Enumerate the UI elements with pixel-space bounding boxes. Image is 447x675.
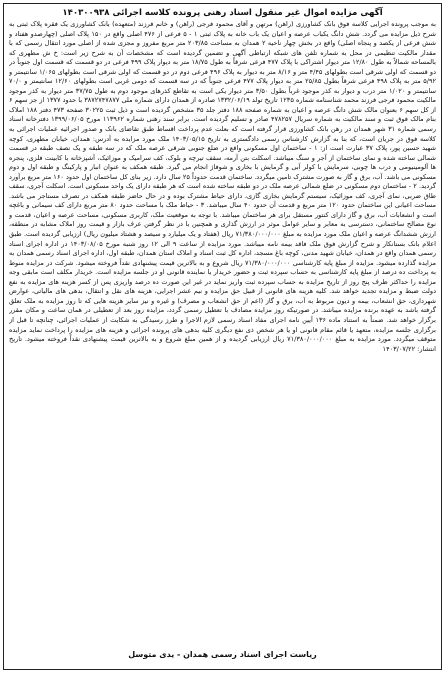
notice-title: آگهی مزایده اموال غیر منقول اسناد رهنی پرونده کلاسه اجرائی ۱۴۰۳۰۰۹۳۸ [62, 8, 383, 18]
notice-body: به موجب پرونده اجرایی کلاسه فوق بانک کشاورزی (راهن) مرتهن و آقای محمود فرجی (راهن) و خانم فرزند (متعهده) بانک کشاورزی یک فقره پلاک ثبتی به شرح ذیل مزایده می گردد. شش دانگ یکباب عرصه و اعیان یک باب خانه به پلاک ثبتی ۱ - ۵ فرعی از ۴۷۶ اصلی واقع در ۱۵۰ پلاک اصلی (چهارصدو هفتاد و شش فرعی از یکصد و پنجاه اصلی) واقع در بخش چهار ناحیه ۲ همدان به مساحت ۲۰۳/۸۵ متر مربع مفروز و مجزی شده از اصلی مورد انتقال رسمی که با مقدار مالکیت تنظیمی در محل به شماره تلفن های شبکه ارتباطی آگهی و تضمین گردیده است که مشخصات آن به شرح زیر است: خ ش مطهری که بالمساحه شمالاً به طول ۱۲/۸۰ متر دیوار اشتراکی با پلاک ۴۷۷ فرعی شرقاً به طول ۱۸/۷۵ متر به دیوار پلاک ۴۹۹ فرعی در دو قسمت که قسمت اول جنوباً در دو قسمت که اولی شرقی است بطولهای ۴/۴۵ متر و ۸/۱۶ متر به دیوار به پلاک ۴۹۶ فرعی دوم در دو قسمت که اولی شرقی است بطولهای ۱/۰۶۵ سانتیمتر و ۵/۹۲ متر به پلاک ۴۹۸ فرعی شرقاً بطول ۲۵/۸۵ متر به دیوار پلاک ۴۷۷ فرعی جنوباً که در سه قسمت که دومی غربی است بطولهای ۱۲/۶۰ سانتیمتر و ۷۰/۰ سانتیمتر و ۱/۰۲۰ متر درب و دیوار به کذر موجود غرباً بطول ۳/۵۰ متر دیوار یکی است به تقاطع کذرهای موجود دوم به طول ۳۷/۷۵ متر دیوار به کذر موجود مالکیت محمود فرجی فرزند محمد شناسنامه شماره ۱۲۳۵ تاریخ تولد ۱۳۳۲/۰۶/۱۹ صادره از همدان دارای شماره ملی ۳۸۷۲۷۴۷۸۷۷ با حدود ۱۳۷۷ از جز سهم ۶ از کل سهم ۶ بعنوان مالک شش دانگ عرصه و اعیان به شماره صفحه ۱۸۸ دفتر جلد ۳۵ مشخص گردیده است و ذیل ثبت ۳۰۲۲۵ صفحه ۴۷۳ دفتر ۱۸۸ املاک بنام مالک فوق ثبت و سند مالکیت به شماره سریال ۴۷۸۲۵۷ صادر و تسلیم گردیده است. برابر سند رهنی شماره ۱۱۳۹۶۲ مورخ ۱۳۹۹/۰۶/۰۵ دفترخانه اسناد رسمی شماره ۳۱ شهر همدان در رهن بانک کشاورزی قرار گرفته است که بعلت عدم پرداخت اقساط طبق تقاضای بانک و صدور اجرائیه عملیات اجرائی به کلاسه فوق در جریان است، که بنا به گزارش کارشناس رسمی دادگستری به تاریخ ۱۴۰۳/۰۵/۱۵ ملک مورد مزایده به آدرس: همدان، خیابان مطهری، کوچه شهید حسین پور، پلاک ۳۷ عبارت است از: ۱ - ساختمان اول مسکونی واقع در ضلع جنوبی شرقی عرصه ملک که در سه طبقه و یک نصف طبقه در قسمت شمالی ساخته شده و نمای ساختمان از آجر و سنگ میباشد. اسکلت بتن آرمه، سقف تیرچه و بلوک، کف سرامیک و موزائیک، آشپزخانه با کابینت فلزی، پنجره ها آلومینیومی و درب ها چوبی، سرمایش با کولر آبی و گرمایش با بخاری و شوفاژ انجام می گیرد. طبقه همکف به عنوان انبار و پارکینگ و طبقه اول و دوم مسکونی می باشد. آب، برق و گاز به صورت مشترک تامین میگردد. ساختمان قدمت حدوداً ۲۵ سال دارد. زیر بنای کل ساختمان اول حدود ۱۶۰ متر مربع برآورد گردید. ۲ - ساختمان دوم مسکونی در ضلع شمالی عرصه ملک در دو طبقه ساخته شده است که هر طبقه دارای یک واحد مسکونی است. اسکلت آجری، سقف طاق ضربی، نمای آجری، کف موزائیک، سیستم گرمایش بخاری گازی، دارای حیاط مشترک بوده و در حال حاضر طبقه همکف در تصرف مستاجر می باشد. مساحت اعیانی این ساختمان حدود ۱۲۰ متر مربع و قدمت آن حدود ۴۰ سال میباشد. ۳ - حیاط ملک با مساحت حدود ۸۰ متر مربع دارای کف سیمانی و باغچه است و انشعابات آب، برق و گاز دارای کنتور مستقل برای هر ساختمان میباشد. با توجه به موقعیت ملک، کاربری مسکونی، مساحت عرصه و اعیان، قدمت و نوع مصالح ساختمانی، دسترسی به معابر و سایر عوامل موثر در ارزش گذاری و همچنین با در نظر گرفتن عرف بازار و قیمت روز املاک مشابه در منطقه، ارزش ششدانگ عرصه و اعیان ملک مورد مزایده به مبلغ ۷۱/۳۸۰/۰۰۰/۰۰۰ ریال (هفتاد و یک میلیارد و سیصد و هشتاد میلیون ریال) ارزیابی گردیده است. طبق اعلام بانک بستانکار و شرح گزارش فوق ملک فاقد بیمه نامه میباشد. مورد مزایده از ساعت ۹ الی ۱۲ روز شنبه مورخ ۱۴۰۳/۰۸/۰۵ در اداره اجرای اسناد رسمی همدان واقع در همدان، خیابان شهید مدنی، کوچه باغ مسجد، اداره کل ثبت اسناد و املاک استان همدان، طبقه اول، اداره اجرای اسناد رسمی همدان به مزایده گذارده میشود. مزایده از مبلغ پایه کارشناسی ۷۱/۳۸۰/۰۰۰/۰۰۰ ریال شروع و به بالاترین قیمت پیشنهادی نقداً فروخته میشود. شرکت در مزایده منوط به پرداخت ده درصد از مبلغ پایه کارشناسی به حساب سپرده ثبت و حضور خریدار یا نماینده قانونی او در جلسه مزایده است. خریدار مکلف است مابقی وجه مزایده را حداکثر ظرف پنج روز از تاریخ مزایده به حساب سپرده ثبت واریز نماید در غیر این صورت ده درصد واریزی پس از کسر هزینه های مزایده به نفع دولت ضبط و مزایده تجدید خواهد شد. کلیه هزینه های قانونی از قبیل حق مزایده و نیم عشر اجرایی، هزینه های نقل و انتقال، بدهی های مالیاتی، عوارض شهرداری، حق انشعاب، بیمه و دیون مربوط به آب، برق و گاز (اعم از حق انشعاب و مصرف) و غیره و نیز سایر هزینه هایی که تا روز مزایده به ملک تعلق گرفته باشد به عهده برنده مزایده میباشد. در صورتیکه روز مزایده مصادف با تعطیل رسمی گردد، مزایده روز بعد از تعطیلی در همان ساعت و مکان مقرر برگزار خواهد شد. ضمناً به استناد ماده ۱۳۶ آیین نامه اجرای مفاد اسناد رسمی لازم الاجرا و طرز رسیدگی به شکایت از عملیات اجرائی، چنانچه تا قبل از برگزاری جلسه مزایده، متعهد یا قائم مقام قانونی او یا هر شخص ذی نفع دیگری کلیه بدهی های پرونده اجرائی و هزینه های مزایده را پرداخت نماید مزایده متوقف میگردد. مورد مزایده به مبلغ ۷۱/۳۸۰/۰۰۰/۰۰۰ ریال ارزیابی گردیده و از همین مبلغ شروع و به بالاترین قیمت پیشنهادی نقداً فروخته میشود. تاریخ انتشار: ۱۴۰۳/۰۷/۲۲ [9, 20, 436, 353]
auction-notice [3, 3, 442, 670]
notice-signature: ریاست اجرای اسناد رسمی همدان - یدی متوسل [128, 650, 317, 659]
